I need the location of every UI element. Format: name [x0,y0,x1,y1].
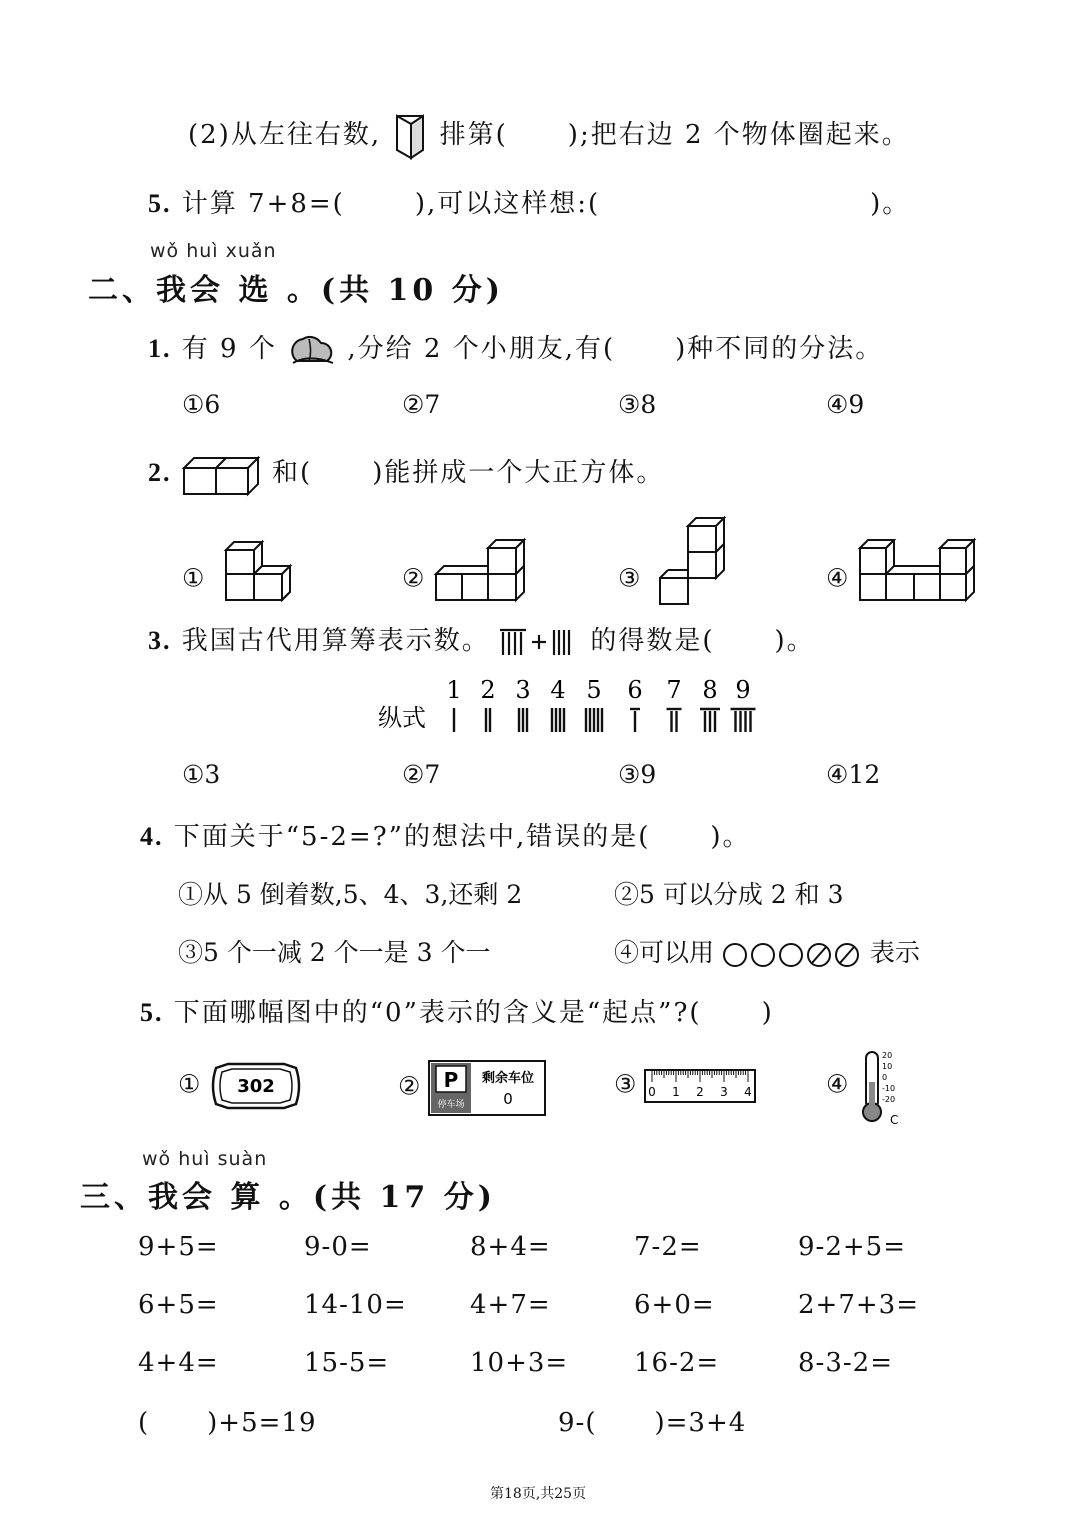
ruler-icon [644,1068,756,1104]
section3-pinyin: wǒ huì suàn [142,1148,268,1170]
rod-numeral-mark [630,709,640,732]
peach-icon [287,333,337,367]
s2-q4-option-2[interactable]: ②5 可以分成 2 和 3 [614,880,844,909]
s2-q2-option-1[interactable]: ① [182,540,292,620]
calc-problem[interactable]: 4+4= [138,1348,219,1378]
s2-q2-option-4[interactable]: ④ [826,540,976,620]
calc-problem[interactable]: 7-2= [634,1232,702,1262]
calc-problem[interactable]: 9-2+5= [798,1232,906,1262]
fill-blank-equation-2: 9-( )=3+4 [558,1408,747,1438]
s2-q3-option-4[interactable]: ④12 [826,760,881,789]
rod-number-label: 1 [446,676,462,704]
calc-problem[interactable]: 14-10= [304,1290,407,1320]
cubes-shape-2 [432,540,532,620]
s2-q5-option-3[interactable]: ③ 0 1 2 3 4 [614,1068,756,1104]
cubes-shape-3 [648,540,728,620]
s2-q5-option-4[interactable]: ④ 20 10 0 -10 -20 C [826,1048,916,1124]
cube-pair-icon [182,452,262,496]
license-plate-icon [208,1060,304,1112]
rod-numeral-mark [700,709,720,732]
rod-number-label: 4 [550,676,566,704]
rod-numeral-mark [552,708,564,732]
vertical-label: 纵式 [378,704,426,732]
rod-numeral-figure [378,676,778,738]
s2-q3-option-1[interactable]: ①3 [182,760,221,789]
circles-diagram [722,941,862,969]
rod-numeral-expression [500,627,580,657]
celsius-unit: C [890,1113,899,1127]
s2-q4-option-4[interactable]: ④可以用 表示 [614,938,920,967]
section3-title: 三、我会 算 。(共 17 分) [80,1180,496,1215]
rod-numeral-mark [667,709,682,732]
calc-problem[interactable]: 9+5= [138,1232,219,1262]
s2-q1-option-4[interactable]: ④9 [826,390,865,419]
s2-question-1: 1. 有 9 个 ,分给 2 个小朋友,有( )种不同的分法。 [148,328,883,367]
s2-q2-option-2[interactable]: ② [402,540,532,620]
calc-problem[interactable]: 8-3-2= [798,1348,893,1378]
s2-q1-option-2[interactable]: ②7 [402,390,441,419]
s2-q4-option-3[interactable]: ③5 个一减 2 个一是 3 个一 [178,938,491,967]
s2-question-2: 2. 和( )能拼成一个大正方体。 [148,452,664,496]
calc-problem[interactable]: 4+7= [470,1290,551,1320]
s2-q4-option-1[interactable]: ①从 5 倒着数,5、4、3,还剩 2 [178,880,523,909]
parking-p: P [444,1068,459,1092]
thermo-scale-label: -10 [882,1084,896,1093]
rod-numeral-mark [519,708,527,732]
ruler-label: 4 [744,1085,753,1099]
s2-q1-option-3[interactable]: ③8 [618,390,657,419]
section2-pinyin: wǒ huì xuǎn [150,240,277,262]
calc-problem[interactable]: 16-2= [634,1348,720,1378]
calc-problem[interactable]: 6+5= [138,1290,219,1320]
calc-problem[interactable]: 2+7+3= [798,1290,919,1320]
rod-numeral-mark [731,709,756,732]
section2-title: 二、我会 选 。(共 10 分) [88,273,504,308]
s2-q5-option-1[interactable]: ① 302 [178,1060,304,1112]
remaining-spaces-label: 剩余车位 [482,1071,535,1086]
rod-number-label: 5 [586,676,602,704]
page-footer: 第18页,共25页 [490,1486,587,1502]
rod-number-label: 2 [480,676,496,704]
prism-icon [393,112,427,160]
thermo-scale-label: 20 [882,1051,893,1060]
calc-problem[interactable]: 15-5= [304,1348,390,1378]
cubes-shape-1 [212,540,292,620]
cubes-shape-4 [856,540,976,620]
remaining-spaces-value: 0 [503,1090,514,1108]
s2-question-4: 4. 下面关于“5-2=?”的想法中,错误的是( )。 [140,822,751,852]
ruler-label: 2 [696,1085,705,1099]
rod-number-label: 8 [702,676,718,704]
s2-q3-option-2[interactable]: ②7 [402,760,441,789]
calc-problem[interactable]: 6+0= [634,1290,715,1320]
ruler-label: 0 [648,1085,657,1099]
rod-number-label: 9 [735,676,751,704]
ruler-label: 3 [720,1085,729,1099]
rod-numeral-mark [586,708,602,732]
rod-number-label: 3 [515,676,531,704]
s2-q3-option-3[interactable]: ③9 [618,760,657,789]
fill-blank-equation-1: ( )+5=19 [138,1408,317,1438]
question-4-2: (2)从左往右数, 排第( );把右边 2 个物体圈起来。 [188,112,910,160]
rod-number-label: 6 [627,676,643,704]
parking-lot-label: 停车场 [437,1100,465,1110]
rod-number-label: 7 [666,676,682,704]
s2-q1-option-1[interactable]: ①6 [182,390,221,419]
question-5: 5. 计算 7+8=( ),可以这样想:( )。 [148,189,911,219]
calc-problem[interactable]: 10+3= [470,1348,569,1378]
thermo-scale-label: 0 [882,1073,888,1082]
rod-numeral-mark [486,708,490,732]
rod-numeral-table [378,676,778,742]
plate-number: 302 [237,1076,276,1097]
s2-question-5: 5. 下面哪幅图中的“0”表示的含义是“起点”?( ) [140,998,774,1028]
thermometer-icon [856,1048,916,1127]
s2-q2-option-3[interactable]: ③ [618,540,728,620]
thermo-scale-label: -20 [882,1095,896,1104]
calc-problem[interactable]: 8+4= [470,1232,551,1262]
parking-sign-icon [428,1060,546,1116]
ruler-label: 1 [672,1085,681,1099]
s2-q5-option-2[interactable]: ② P 停车场 剩余车位 0 [398,1060,546,1116]
calc-problem[interactable]: 9-0= [304,1232,372,1262]
thermo-scale-label: 10 [882,1062,893,1071]
s2-question-3: 3. 我国古代用算筹表示数。 的得数是( )。 [148,626,815,656]
